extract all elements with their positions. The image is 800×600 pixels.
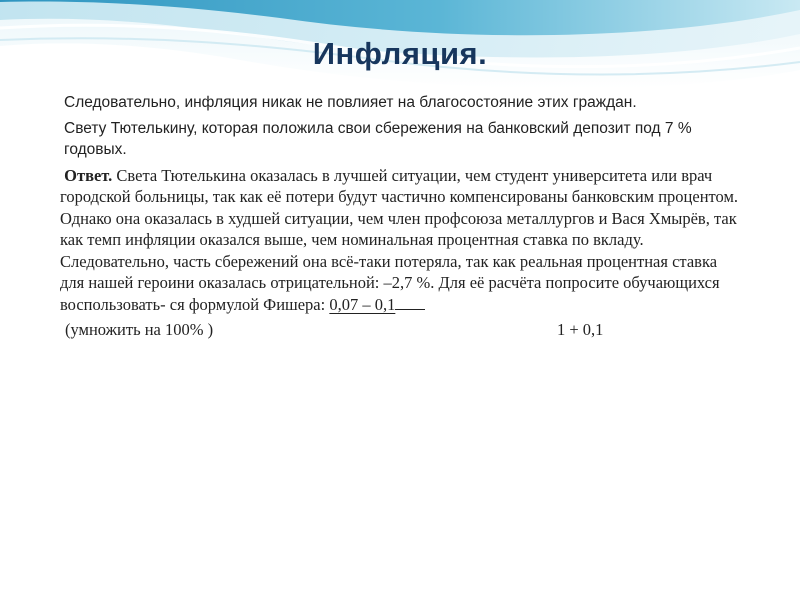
formula-second-line xyxy=(60,319,740,341)
formula-numerator: 0,07 – 0,1 xyxy=(329,294,396,314)
slide-body xyxy=(60,92,740,341)
depositor-line: Свету Тютелькину, которая положила свои сбережения на банковский депозит под 7 % годовых. xyxy=(64,119,692,158)
answer-text: Света Тютелькина оказалась в лучшей ситуации, чем студент университета или врач городской больницы, так как её потери будут частично компенсированы банковским процентом. Однако она оказалась в худшей ситуации, чем член профсоюза металлургов и Вася Хмырёв, так как темп инфляции оказался выше, чем номинальная процентная ставка по вкладу. Следовательно, часть сбережений она всё-таки потеряла, так как реальная процентная ставка для нашей героини оказалась отрицательной: –2,7 %. Для её расчёта попросите обучающихся воспользовать- ся формулой Фишера: xyxy=(60,165,739,314)
multiply-note: (умножить на 100% ) xyxy=(65,320,214,339)
answer-label: Ответ. xyxy=(64,165,113,185)
slide-title: Инфляция. xyxy=(312,36,488,71)
conclusion-line: Следовательно, инфляция никак не повлияет на благосостояние этих граждан. xyxy=(64,94,637,111)
formula-denominator: 1 + 0,1 xyxy=(557,320,604,339)
answer-paragraph xyxy=(60,165,740,316)
fraction-bar xyxy=(395,295,425,310)
